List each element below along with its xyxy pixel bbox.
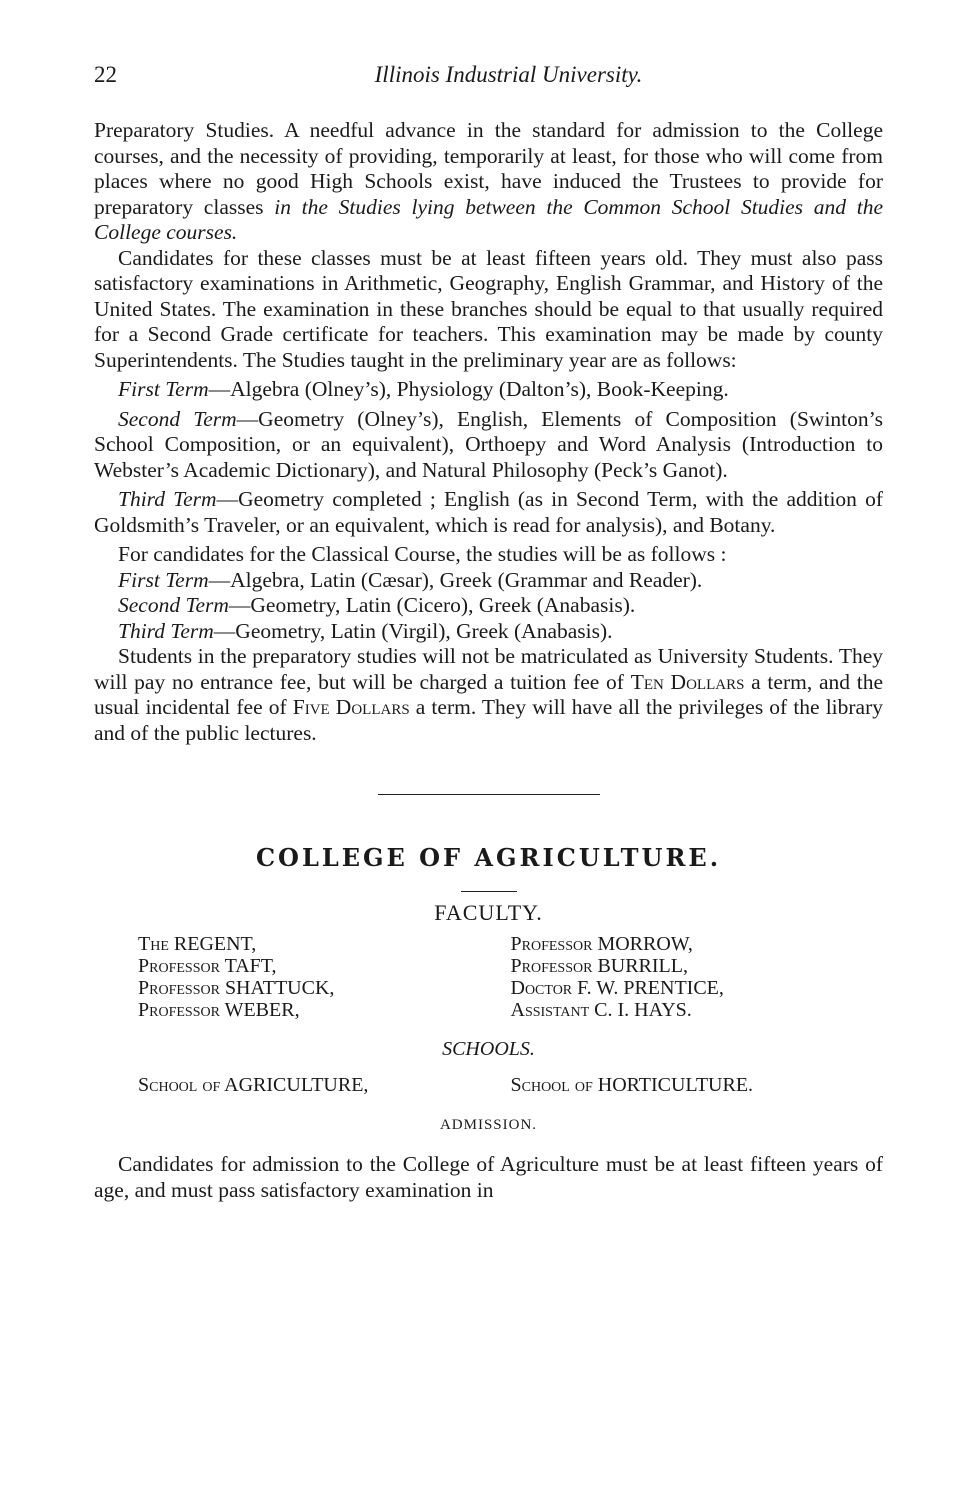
fees-text: a term. They will have all the privileges of the library and of the public lectures. [94, 695, 884, 745]
page-number: 22 [94, 62, 117, 87]
admission-paragraph: Candidates for admission to the College of Agriculture must be at least fifteen years of age, and must pass satisfactory examination in [94, 1152, 883, 1202]
preparatory-intro-text: Preparatory Studies. A needful advance in the standard for admission to the College courses, and the necessity of providing, temporarily at least, for those who will come from places where no good High Schools exist, have induced the Trustees to provide for preparatory classes [94, 118, 883, 219]
term-label: Third Term [118, 487, 217, 511]
faculty-heading: FACULTY. [434, 899, 543, 925]
school-name: HORTICULTURE. [592, 1073, 754, 1096]
faculty-name: MORROW, [592, 933, 693, 955]
term-text: —Geometry, Latin (Cicero), Greek (Anabasis). [228, 593, 636, 617]
faculty-name: WEBER, [219, 999, 300, 1021]
faculty-name: TAFT, [219, 955, 277, 977]
fees-paragraph [94, 644, 883, 746]
faculty-member [138, 999, 511, 1021]
term-label: Second Term [118, 593, 229, 617]
faculty-column-left [138, 933, 511, 1021]
term-label: Second Term [118, 406, 237, 431]
first-term-paragraph [94, 377, 883, 403]
section-divider [378, 794, 600, 795]
second-term-paragraph [94, 407, 883, 484]
faculty-member [138, 955, 511, 977]
faculty-title: Professor [510, 955, 593, 977]
term-label: First Term [118, 377, 209, 401]
faculty-name: BURRILL, [592, 955, 688, 977]
third-term-paragraph [94, 487, 883, 538]
term-text: —Algebra (Olney’s), Physiology (Dalton’s), Book-Keeping. [208, 377, 729, 401]
faculty-title: Professor [138, 955, 220, 977]
fees-text: Students in the preparatory studies will not be matriculated as University Students. They will pay no entrance fee, but will be charged a tuition fee of [94, 644, 883, 694]
classical-intro-paragraph: For candidates for the Classical Course, the studies will be as follows : [118, 542, 727, 566]
faculty-name: F. W. PRENTICE, [572, 977, 724, 999]
term-text: —Geometry completed ; English (as in Second Term, with the addition of Goldsmith’s Traveler, or an equivalent, which is read for analysis), and Botany. [94, 487, 883, 537]
page-header [94, 62, 883, 96]
preparatory-intro-paragraph [94, 118, 883, 246]
faculty-title: Professor [138, 977, 220, 999]
candidates-paragraph: Candidates for these classes must be at least fifteen years old. They must also pass satisfactory examinations in Arithmetic, Geography, English Grammar, and History of the United States. The examination in these branches should be equal to that usually required for a Second Grade certificate for teachers. This examination may be made by county Superintendents. The Studies taught in the preliminary year are as follows: [94, 245, 883, 372]
fees-text: a term, and the usual incidental fee of [94, 669, 883, 719]
preparatory-intro-italic: in the Studies lying between the Common School Studies and the College courses. [94, 194, 883, 244]
faculty-member [511, 955, 884, 977]
faculty-name: C. I. HAYS. [589, 999, 692, 1021]
term-text: —Geometry (Olney’s), English, Elements of Composition (Swinton’s School Composition, or an equivalent), Orthoepy and Word Analysis (Introduction to Webster’s Academic Dictionary), and Natural Philosophy (Peck’s Ganot). [94, 406, 883, 482]
term-text: —Algebra, Latin (Cæsar), Greek (Grammar and Reader). [208, 567, 703, 592]
classical-first-term [94, 568, 883, 594]
faculty-title: Professor [510, 933, 593, 955]
faculty-member [511, 999, 884, 1021]
school-item [511, 1073, 884, 1097]
school-prefix: School of [138, 1073, 221, 1096]
schools-list [94, 1073, 883, 1097]
page-body [94, 118, 883, 1203]
faculty-member [511, 933, 884, 955]
faculty-title: Professor [138, 999, 220, 1021]
classical-second-term [94, 593, 883, 619]
faculty-name: SHATTUCK, [219, 977, 335, 999]
classical-third-term [94, 619, 883, 645]
faculty-member [511, 977, 884, 999]
school-item [138, 1073, 511, 1097]
term-label: First Term [118, 567, 209, 592]
faculty-list [94, 933, 883, 1021]
fees-amount: Ten Dollars [630, 669, 745, 694]
term-label: Third Term [118, 618, 214, 643]
school-name: AGRICULTURE, [220, 1073, 369, 1096]
title-divider [461, 891, 517, 892]
term-text: —Geometry, Latin (Virgil), Greek (Anabasis). [213, 618, 613, 643]
faculty-member [138, 933, 511, 955]
faculty-name: REGENT, [168, 933, 257, 955]
faculty-title: The [138, 933, 169, 955]
schools-heading: SCHOOLS. [442, 1038, 535, 1060]
school-prefix: School of [510, 1073, 593, 1096]
faculty-title: Doctor [510, 977, 573, 999]
college-title: COLLEGE OF AGRICULTURE. [255, 843, 722, 872]
running-title: Illinois Industrial University. [374, 62, 643, 87]
faculty-title: Assistant [510, 999, 590, 1021]
admission-heading: ADMISSION. [439, 1116, 538, 1133]
faculty-column-right [511, 933, 884, 1021]
fees-amount: Five Dollars [292, 695, 410, 719]
faculty-member [138, 977, 511, 999]
